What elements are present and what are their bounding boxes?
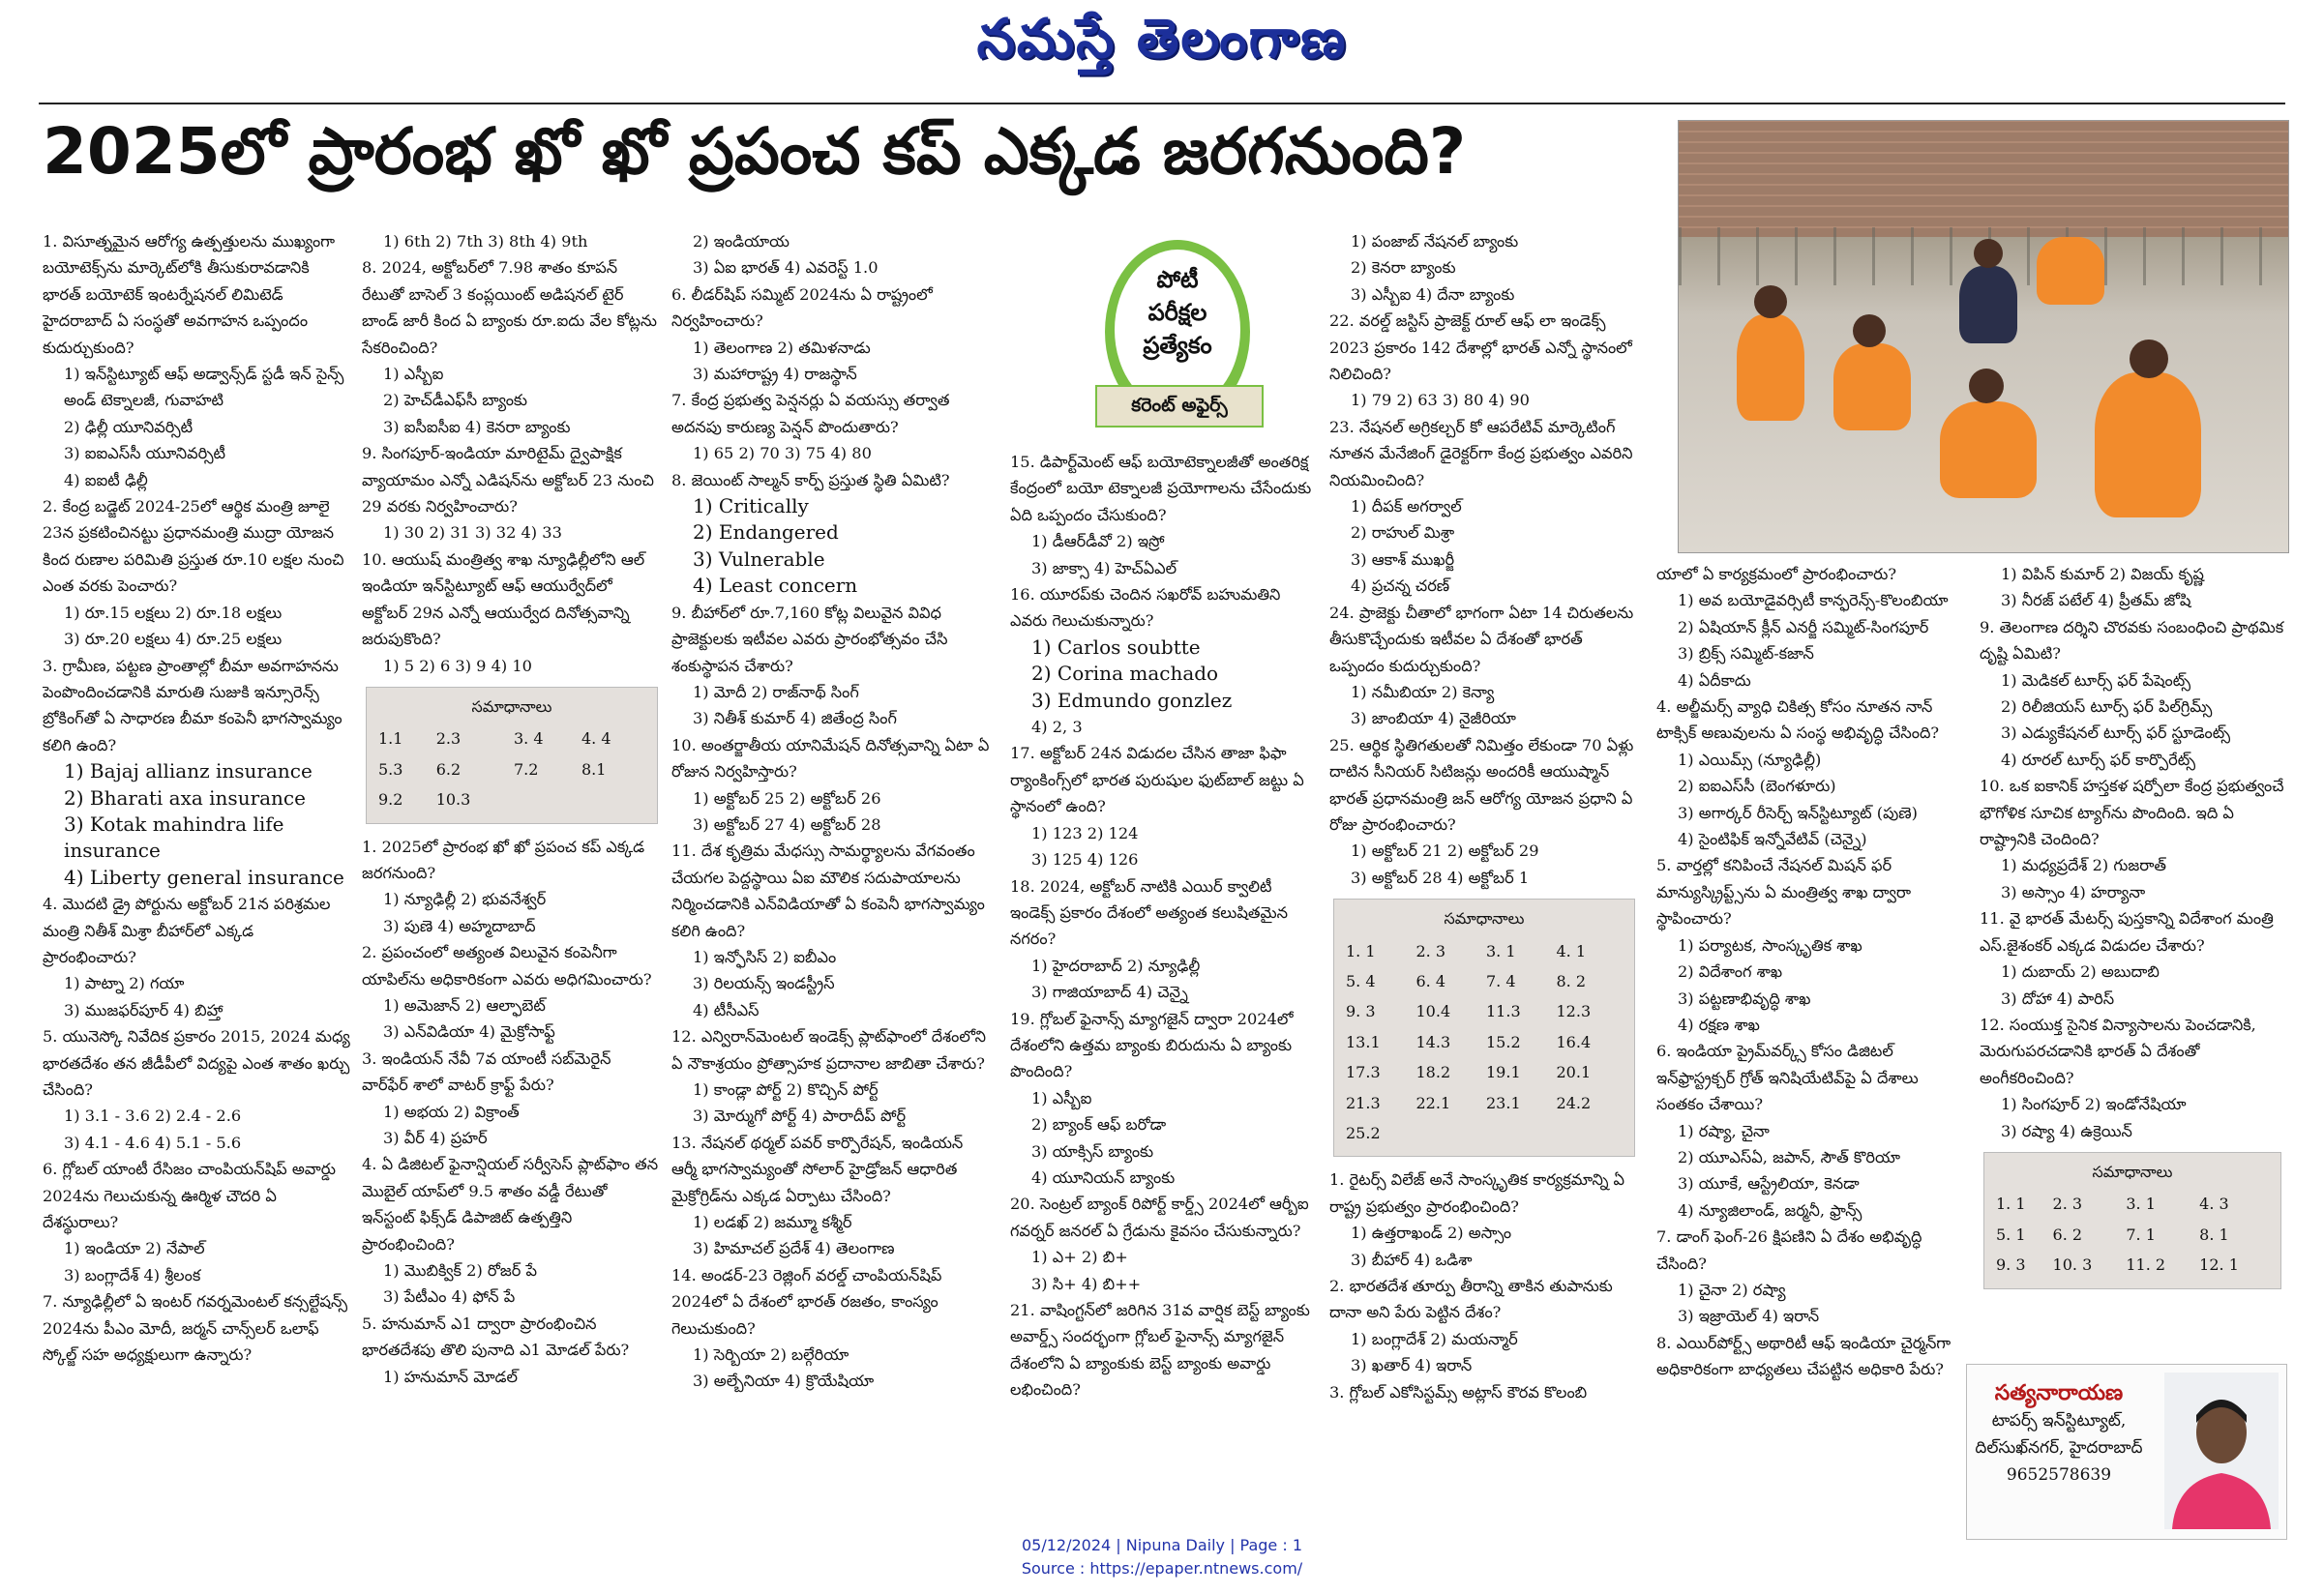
column-6 [1656,561,1966,1534]
answer-cell: 12.3 [1556,1002,1592,1021]
answer-cell: 10.4 [1415,1002,1451,1021]
answer-cell: 2. 3 [2052,1195,2083,1214]
footer-date-line: 05/12/2024 | Nipuna Daily | Page : 1 [1021,1536,1303,1554]
question: 5. యునెస్కో నివేదిక ప్రకారం 2015, 2024 మధ్య భారతదేశం తన జీడీపీలో విద్యపై ఎంత శాతం ఖర్చు చేసింది? [43,1027,350,1099]
question: 5. వార్తల్లో కనిపించే నేషనల్ మిషన్ ఫర్ మాన్యుస్క్రిప్ట్స్‌ను ఏ మంత్రిత్వ శాఖ ద్వారా స్థాపించారు? [1656,856,1912,929]
question: 6. ఇండియా ప్రైమ్‌వర్క్స్ కోసం డిజిటల్ ఇన్‌ఫ్రాస్ట్రక్చర్ గ్రోత్ ఇనిషియేటివ్‌పై ఏ దేశాలు సంతకం చేశాయి? [1656,1042,1919,1114]
answer-cell: 10.3 [435,790,471,810]
option: 3) ఆకాశ్ ముఖర్జీ [1351,549,1455,569]
question: 7. న్యూఢిల్లీలో ఏ ఇంటర్ గవర్నమెంటల్ కన్సల్టేషన్స్ 2024ను పీఎం మోదీ, జర్మన్ చాన్స్‌లర్ ఒలాఫ్ స్కోల్జ్ సహ అధ్యక్షులుగా ఉన్నారు? [43,1292,348,1365]
author-name: సత్యనారాయణ [1994,1381,2124,1405]
footer [0,1534,2324,1580]
question: 19. గ్లోబల్ ఫైనాన్స్ మ్యాగజైన్ ద్వారా 2024లో దేశంలోని ఉత్తమ బ్యాంకు బిరుదును ఏ బ్యాంకు పొందింది? [1010,1009,1294,1081]
answer-cell: 2. 3 [1415,941,1446,960]
option: 3) బంగ్లాదేశ్ 4) శ్రీలంక [64,1265,201,1284]
answer-cell: 20.1 [1556,1063,1592,1082]
answers-title: సమాధానాలు [2092,1162,2173,1181]
player-head [1969,369,2004,403]
answer-cell: 17.3 [1346,1063,1381,1082]
option: 2) రిలీజియస్ టూర్స్ ఫర్ పిల్‌గ్రిమ్స్ [2001,697,2213,717]
option: 2) బ్యాంక్ ఆఫ్ బరోడా [1031,1115,1167,1135]
option: 1) నమీబియా 2) కెన్యా [1351,682,1495,701]
answer-cell: 6. 2 [2052,1225,2083,1244]
option: 1) న్యూఢిల్లీ 2) భువనేశ్వర్ [383,890,547,909]
option: 4) Liberty general insurance [64,865,344,889]
question: 17. అక్టోబర్ 24న విడుదల చేసిన తాజా ఫిఫా ర్యాంకింగ్స్‌లో భారత పురుషుల ఫుట్‌బాల్ జట్టు ఏ స్థానంలో ఉంది? [1010,744,1304,816]
option: 3) హిమాచల్ ప్రదేశ్ 4) తెలంగాణ [693,1239,895,1258]
option: 3) ఖతార్ 4) ఇరాన్ [1351,1356,1473,1375]
option: 2) ఢిల్లీ యూనివర్సిటీ [64,417,194,436]
player-figure [2095,372,2201,517]
option: 1) ఎ+ 2) బి+ [1031,1248,1128,1267]
option: 1) పర్యాటక, సాంస్కృతిక శాఖ [1678,935,1862,955]
option: 1) Bajaj allianz insurance [64,759,313,783]
answer-cell: 1.1 [378,729,403,749]
option: 3) వీర్ 4) ప్రహర్ [383,1129,488,1147]
option: 4) రక్షణ శాఖ [1678,1015,1760,1034]
player-figure [1737,314,1804,421]
option: 3) ఎన్‌విడియా 4) మైక్రోసాఫ్ట్ [383,1022,555,1042]
answer-cell: 5. 1 [1996,1225,2026,1244]
option: 1) ఎయిమ్స్ (న్యూఢిల్లీ) [1678,750,1822,769]
question: 11. వై భారత్ మేటర్స్ పుస్తకాన్ని విదేశాంగ మంత్రి ఎస్.జైశంకర్ ఎక్కడ విడుదల చేశారు? [1980,909,2274,955]
badge-line3: ప్రత్యేకం [1143,332,1212,359]
option: 4) న్యూజిలాండ్, జర్మనీ, ఫ్రాన్స్ [1678,1200,1862,1220]
answer-cell: 15.2 [1486,1032,1521,1051]
option: 1) 5 2) 6 3) 9 4) 10 [383,656,532,675]
author-institute: టాపర్స్ ఇన్‌స్టిట్యూట్, [1991,1411,2127,1431]
option: 3) సి+ 4) బి++ [1031,1274,1142,1293]
question: 24. ప్రాజెక్టు చీతాలో భాగంగా ఏటా 14 చిరుతలను తీసుకొచ్చేందుకు ఇటీవల ఏ దేశంతో భారత్ ఒప్పందం కుదుర్చుకుంది? [1329,603,1634,675]
option: 4) 2, 3 [1031,718,1083,737]
column-4 [1010,449,1316,1534]
option: 1) సెర్బియా 2) బల్గేరియా [693,1345,849,1365]
player-figure [1959,266,2017,343]
question: 7. డాంగ్ ఫెంగ్-26 క్షిపణిని ఏ దేశం అభివృద్ధి చేసింది? [1656,1227,1922,1273]
option: 1) అక్టోబర్ 21 2) అక్టోబర్ 29 [1351,841,1539,861]
question: 2. భారతదేశ తూర్పు తీరాన్ని తాకిన తుపానుకు దానా అని పేరు పెట్టిన దేశం? [1329,1277,1613,1322]
question: 9. తెలంగాణ దర్శిని చొరవకు సంబంధించి ప్రాథమిక దృష్టి ఏమిటి? [1980,617,2284,664]
question: 11. దేశ కృత్రిమ మేధస్సు సామర్థ్యాలను వేగవంతం చేయగల పెద్దస్థాయి ఏఐ మౌలిక సదుపాయాలను నిర్మించడానికి ఎన్‌విడియాతో ఏ కంపెనీ భాగస్వామ్యం కలిగి ఉంది? [671,841,985,940]
badge-line2: పరీక్షల [1147,299,1207,326]
question: 13. నేషనల్ థర్మల్ పవర్ కార్పొరేషన్, ఇండియన్ ఆర్మీ భాగస్వామ్యంతో సోలార్ హైడ్రోజన్ ఆధారిత మైక్రోగ్రిడ్‌ను ఎక్కడ ఏర్పాటు చేసింది? [671,1133,964,1205]
player-figure [1940,401,2037,498]
answer-cell: 12. 1 [2199,1255,2239,1275]
option: 3) అగార్కర్ రీసెర్చ్ ఇన్‌స్టిట్యూట్ (పుణె) [1678,803,1918,822]
option: 3) అల్బేనియా 4) క్రొయేషియా [693,1372,875,1391]
question: యాలో ఏ కార్యక్రమంలో ప్రారంభించారు? [1656,565,1897,583]
question: 8. జెయింట్ సాల్మన్ కార్ప్ ప్రస్తుత స్థితి ఏమిటి? [671,470,950,489]
answer-cell: 3. 1 [1486,941,1516,960]
option: 1) Critically [693,494,809,518]
option: 3) గాజియాబాద్ 4) చెన్నై [1031,983,1188,1002]
option: 3) అక్టోబర్ 28 4) అక్టోబర్ 1 [1351,868,1530,887]
option: 4) రూరల్ టూర్స్ ఫర్ కార్పొరేట్స్ [2001,750,2196,769]
column-7 [1980,561,2285,1354]
option: 3) పట్టణాభివృద్ధి శాఖ [1678,989,1811,1008]
answer-cell: 7. 1 [2126,1225,2156,1244]
option: 3) 125 4) 126 [1031,850,1139,870]
option: 1) మెడికల్ టూర్స్ ఫర్ పేషెంట్స్ [2001,670,2191,690]
option: 2) Bharati axa insurance [64,785,306,810]
option: 3) Vulnerable [693,546,825,571]
option: 3) Kotak mahindra life insurance [64,812,284,863]
option: 1) హనుమాన్ మోడల్ [383,1367,518,1386]
answers-box [1333,899,1635,1157]
answer-cell: 9.2 [378,790,403,810]
kho-kho-photo [1678,120,2289,553]
column-1 [43,228,352,1534]
answers-box [366,687,658,824]
option: 3) నితీశ్ కుమార్ 4) జితేంద్ర సింగ్ [693,709,897,728]
option: 1) మోదీ 2) రాజ్‌నాథ్ సింగ్ [693,682,859,701]
author-portrait-icon [2164,1373,2279,1529]
answer-cell: 11. 2 [2126,1255,2166,1275]
answer-cell: 5.3 [378,759,403,779]
option: 4) యూనియన్ బ్యాంకు [1031,1167,1176,1187]
headline: 2025లో ప్రారంభ ఖో ఖో ప్రపంచ కప్ ఎక్కడ జరగనుంది? [43,114,1467,189]
option: 1) కాండ్లా పోర్ట్ 2) కొచ్చిన్ పోర్ట్ [693,1080,879,1099]
answer-cell: 7.2 [514,759,539,779]
option: 1) Carlos soubtte [1031,635,1201,659]
question: 15. డిపార్ట్‌మెంట్ ఆఫ్ బయోటెక్నాలజీతో అంతరిక్ష కేంద్రంలో బయో టెక్నాలజీ ప్రయోగాలను చేసేందుకు ఏది ఒప్పందం చేసుకుంది? [1010,453,1312,524]
answer-cell: 9. 3 [1346,1002,1376,1021]
option: 3) దోహా 4) పారిస్ [2001,989,2115,1008]
option: 4) Least concern [693,574,858,598]
answer-cell: 8.1 [581,759,607,779]
option: 1) ఎస్బీఐ [383,365,444,384]
answer-cell: 13.1 [1346,1032,1381,1051]
question: 6. గ్లోబల్ యాంటీ రేసిజం చాంపియన్‌షిప్ అవార్డు 2024ను గెలుచుకున్న ఊర్మిళ చౌదరి ఏ దేశస్థురాలు? [43,1160,336,1232]
question: 2. ప్రపంచంలో అత్యంత విలువైన కంపెనీగా యాపిల్‌ను అధికారికంగా ఎవరు అధిగమించారు? [362,943,652,989]
option: 4) ఐఐటీ ఢిల్లీ [64,470,148,489]
answer-cell: 23.1 [1486,1093,1521,1112]
option: 1) అక్టోబర్ 25 2) అక్టోబర్ 26 [693,788,881,808]
masthead: నమస్తే తెలంగాణ [976,8,1348,71]
author-photo [2164,1373,2279,1529]
player-figure [2037,237,2104,305]
answer-cell: 9. 3 [1996,1255,2026,1275]
answer-cell: 1. 1 [1346,941,1376,960]
answer-cell: 25.2 [1346,1124,1381,1142]
option: 1) 3.1 - 3.6 2) 2.4 - 2.6 [64,1107,242,1126]
question: 4. మొదటి డ్రై పోర్టును అక్టోబర్ 21న పరిశ్రమల మంత్రి నితీశ్ మిశ్రా బీహార్‌లో ఎక్కడ ప్రారంభించారు? [43,895,331,966]
option: 4) ప్రచన్న చరణ్ [1351,576,1450,596]
question: 18. 2024, అక్టోబర్ నాటికి ఎయిర్ క్వాలిటీ ఇండెక్స్ ప్రకారం దేశంలో అత్యంత కలుషితమైన నగరం? [1010,876,1288,949]
question: 23. నేషనల్ అగ్రికల్చర్ కో ఆపరేటివ్ మార్కెటింగ్ నూతన మేనేజింగ్ డైరెక్టర్‌గా కేంద్ర ప్రభుత్వం ఎవరిని నియమించింది? [1329,417,1633,489]
option: 1) అభయ 2) విక్రాంత్ [383,1102,520,1121]
option: 1) రూ.15 లక్షలు 2) రూ.18 లక్షలు [64,603,283,622]
question: 6. లీడర్‌షిప్ సమ్మిట్ 2024ను ఏ రాష్ట్రంలో నిర్వహించారు? [671,284,933,331]
badge-ribbon: కరెంట్ అఫైర్స్ [1095,385,1264,428]
answer-cell: 4. 3 [2199,1195,2229,1214]
answers-table [1344,936,1624,1149]
question: 10. ఒక ఐకానిక్ హస్తకళ షర్పోలా కేంద్ర ప్రభుత్వంచే భౌగోళిక సూచిక ట్యాగ్‌ను పొందింది. ఇది ఏ రాష్ట్రానికి చెందింది? [1980,777,2284,849]
question: 4. ఏ డిజిటల్ ఫైనాన్షియల్ సర్వీసెస్ ప్లాట్‌ఫాం తన మొబైల్ యాప్‌లో 9.5 శాతం వడ్డీ రేటుతో ఇన్‌స్టంట్ ఫిక్స్‌డ్ డిపాజిట్ ఉత్పత్తిని ప్రారంభించింది? [362,1155,659,1254]
answers-title: సమాధానాలు [471,696,552,716]
column-5 [1329,228,1639,1534]
answer-cell: 8. 2 [1556,971,1587,990]
option: 3) జాక్సా 4) హెచ్ఏఎల్ [1031,558,1177,577]
option: 2) రాహుల్ మిశ్రా [1351,523,1455,543]
option: 1) 123 2) 124 [1031,823,1139,842]
answer-cell: 14.3 [1415,1032,1451,1051]
option: 3) పుణె 4) అహ్మదాబాద్ [383,916,536,935]
question: 12. సంయుక్త సైనిక విన్యాసాలను పెంచడానికి, మెరుగుపరచడానికి భారత్ ఏ దేశంతో అంగీకరించింది? [1980,1015,2256,1087]
option: 3) జాంబియా 4) నైజీరియా [1351,709,1516,728]
question: 1. విసూత్నమైన ఆరోగ్య ఉత్పత్తులను ముఖ్యంగా బయోటెక్స్‌ను మార్కెట్‌లోకి తీసుకురావడానికి భారత్ బయోటెక్ ఇంటర్నేషనల్ లిమిటెడ్ హైదరాబాద్ ఏ సంస్థతో అవగాహన ఒప్పందం కుదుర్చుకుంది? [43,232,336,357]
question: 22. వరల్డ్ జస్టిస్ ప్రాజెక్ట్ రూల్ ఆఫ్ లా ఇండెక్స్ 2023 ప్రకారం 142 దేశాల్లో భారత్ ఎన్నో స్థానంలో నిలిచింది? [1329,311,1632,384]
option: 1) అమెజాన్ 2) ఆల్ఫాబెట్ [383,995,546,1015]
option: 1) మొబిక్విక్ 2) రోజర్ పే [383,1261,537,1281]
answer-cell: 7. 4 [1486,971,1516,990]
option: 2) ఇండియాయ [693,232,790,251]
answer-cell: 2.3 [435,729,462,749]
option: 2) హెచ్‌డీఎఫ్‌సీ బ్యాంకు [383,391,527,410]
option: 1) పంజాబ్ నేషనల్ బ్యాంకు [1351,232,1519,251]
option: 1) చైనా 2) రష్యా [1678,1280,1786,1299]
answer-cell: 24.2 [1556,1093,1592,1112]
option: 3) ఇజ్రాయెల్ 4) ఇరాన్ [1678,1307,1820,1326]
author-phone: 9652578639 [2006,1465,2112,1485]
question: 8. ఎయిర్‌పోర్ట్స్ అథారిటీ ఆఫ్ ఇండియా చైర్మన్‌గా అధికారికంగా బాధ్యతలు చేపట్టిన అధికారి పేరు? [1656,1333,1952,1379]
option: 1) సింగపూర్ 2) ఇండోనేషియా [2001,1095,2187,1114]
player-head [1974,239,2003,268]
option: 3) బ్రిక్స్ సమ్మిట్-కజాన్ [1678,644,1814,664]
option: 3) పేటీఎం 4) ఫోన్ పే [383,1287,516,1307]
option: 3) మోర్ముగో పోర్ట్ 4) పారాదీప్ పోర్ట్ [693,1107,907,1126]
option: 1) బంగ్లాదేశ్ 2) మయన్మార్ [1351,1329,1518,1348]
answer-cell: 22.1 [1415,1093,1451,1112]
question: 10. ఆయుష్ మంత్రిత్వ శాఖ న్యూఢిల్లీలోని ఆల్ ఇండియా ఇన్‌స్టిట్యూట్ ఆఫ్ ఆయుర్వేద్‌లో అక్టోబర్ 29న ఎన్నో ఆయుర్వేద దినోత్సవాన్ని జరుపుకొంది? [362,549,645,649]
masthead-rule [39,103,2285,104]
answer-cell: 21.3 [1346,1093,1381,1112]
option: 3) ముజఫర్‌పూర్ 4) బిహ్తా [64,1000,223,1019]
player-head [1754,285,1787,318]
option: 1) రష్యా, చైనా [1678,1121,1770,1140]
answer-cell: 10. 3 [2052,1255,2093,1275]
option: 2) Corina machado [1031,662,1219,686]
column-2 [362,228,662,1534]
option: 4) టీసీఎస్ [693,1000,760,1019]
option: 1) ఇన్‌స్టిట్యూట్ ఆఫ్ అడ్వాన్స్‌డ్ స్టడీ ఇన్ సైన్స్ అండ్ టెక్నాలజీ, గువాహటి [64,365,344,410]
badge-line1: పోటీ [1156,266,1199,293]
answer-cell: 5. 4 [1346,971,1376,990]
option: 1) మధ్యప్రదేశ్ 2) గుజరాత్ [2001,856,2166,875]
answer-cell: 4. 1 [1556,941,1587,960]
question: 4. అల్జీమర్స్ వ్యాధి చికిత్స కోసం నూతన నాన్ టాక్సిక్ అణువులను ఏ సంస్థ అభివృద్ధి చేసింది? [1656,697,1940,743]
option: 2) కెనరా బ్యాంకు [1351,258,1456,278]
question: 9. బీహార్‌లో రూ.7,160 కోట్ల విలువైన వివిధ ప్రాజెక్టులకు ఇటీవల ఎవరు ప్రారంభోత్సవం చేసి శంకుస్థాపన చేశారు? [671,603,948,675]
answer-cell: 6.2 [435,759,462,779]
player-figure [1833,343,1911,430]
question: 3. ఇండియన్ నేవీ 7వ యాంటీ సబ్‌మెరైన్ వార్‌ఫేర్ శాలో వాటర్ క్రాఫ్ట్ పేరు? [362,1048,611,1095]
option: 3) మహారాష్ట్ర 4) రాజస్థాన్ [693,365,857,384]
question: 16. యూరప్‌కు చెందిన సఖరోవ్ బహుమతిని ఎవరు గెలుచుకున్నారు? [1010,585,1281,631]
answers-box [1983,1152,2281,1289]
option: 1) అవ బయోడైవర్సిటీ కాన్ఫరెన్స్-కొలంబియా [1678,591,1949,610]
answer-cell: 8. 1 [2199,1225,2229,1244]
footer-source-line: Source : https://epaper.ntnews.com/ [1021,1559,1303,1578]
question: 9. సింగపూర్-ఇండియా మారిటైమ్ ద్వైపాక్షిక వ్యాయామం ఎన్నో ఎడిషన్‌ను అక్టోబర్ 23 నుంచి 29 వరకు నిర్వహించారు? [362,444,654,517]
option: 3) అస్సాం 4) హర్యానా [2001,882,2146,901]
option: 4) ఏదీకాదు [1678,670,1751,690]
answer-cell: 19.1 [1486,1063,1521,1082]
question: 8. 2024, అక్టోబర్‌లో 7.98 శాతం కూపన్ రేటుతో బాసెల్ 3 కంప్లయింట్ అడిషనల్ టైర్ బాండ్ జారీ కింద ఏ బ్యాంకు రూ.ఐదు వేల కోట్లను సేకరించింది? [362,258,657,357]
option: 1) దుబాయ్ 2) అబుదాబి [2001,962,2160,982]
option: 1) ఇన్ఫోసిస్ 2) ఐబీఎం [693,947,837,966]
option: 1) ఇండియా 2) నేపాల్ [64,1239,205,1258]
option: 1) ఎస్బీఐ [1031,1088,1092,1107]
option: 1) 30 2) 31 3) 32 4) 33 [383,523,562,543]
option: 4) సైంటిఫిక్ ఇన్నోవేటివ్ (చెన్నై) [1678,830,1867,849]
option: 1) దీపక్ అగర్వాల్ [1351,497,1462,517]
answer-cell: 6. 4 [1415,971,1446,990]
answers-table [1994,1189,2271,1280]
answer-cell: 18.2 [1415,1063,1451,1082]
option: 3) ఎస్బీఐ 4) దేనా బ్యాంకు [1351,284,1515,304]
exam-badge [1105,240,1250,443]
option: 2) విదేశాంగ శాఖ [1678,962,1783,982]
answer-cell: 3. 1 [2126,1195,2156,1214]
option: 3) నీరజ్ పటేల్ 4) ప్రీతమ్ జోషి [2001,591,2191,610]
player-head [1853,314,1886,347]
question: 25. ఆర్థిక స్థితిగతులతో నిమిత్తం లేకుండా 70 ఏళ్లు దాటిన సీనియర్ సిటిజన్లు అందరికీ ఆయుష్మాన్ భారత్ ప్రధానమంత్రి జన్ ఆరోగ్య యోజన ప్రధాని ఏ రోజు ప్రారంభించారు? [1329,735,1634,834]
option: 1) ఉత్తరాఖండ్ 2) అస్సాం [1351,1224,1512,1243]
option: 1) విపిన్ కుమార్ 2) విజయ్ కృష్ణ [2001,565,2204,583]
column-3 [671,228,991,1534]
option: 3) ఏఐ భారత్ 4) ఎవరెస్ట్ 1.0 [693,258,879,278]
option: 3) ఎడ్యుకేషనల్ టూర్స్ ఫర్ స్టూడెంట్స్ [2001,723,2231,743]
option: 3) యూకే, ఆస్ట్రేలియా, కెనడా [1678,1174,1860,1194]
answer-cell: 11.3 [1486,1002,1521,1021]
option: 3) యాక్సిస్ బ్యాంకు [1031,1141,1154,1161]
author-text [1967,1380,2151,1489]
option: 2) Endangered [693,520,839,545]
question: 20. సెంట్రల్ బ్యాంక్ రిపోర్ట్ కార్డ్స్ 2024లో ఆర్బీఐ గవర్నర్ జనరల్ ఏ గ్రేడును కైవసం చేసుకున్నారు? [1010,1195,1309,1240]
option: 3) బీహార్ 4) ఒడిశా [1351,1250,1473,1269]
option: 3) ఐసీఐసీఐ 4) కెనరా బ్యాంకు [383,417,571,436]
question: 1. 2025లో ప్రారంభ ఖో ఖో ప్రపంచ కప్ ఎక్కడ జరగనుంది? [362,837,645,882]
question: 3. గ్లోబల్ ఎకోసిస్టమ్స్ అట్లాస్ కౌరవ కొలంబి [1329,1382,1588,1402]
option: 1) లడఖ్ 2) జమ్మూ కశ్మీర్ [693,1213,852,1232]
option: 1) 79 2) 63 3) 80 4) 90 [1351,391,1530,410]
option: 3) Edmundo gonzlez [1031,688,1233,712]
question: 21. వాషింగ్టన్‌లో జరిగిన 31వ వార్షిక బెస్ట్ బ్యాంకు అవార్డ్స్ సందర్భంగా గ్లోబల్ ఫైనాన్స్ మ్యాగజైన్ దేశంలోని ఏ బ్యాంకుకు బెస్ట్ బ్యాంకు అవార్డు లభించింది? [1010,1301,1310,1400]
option: 3) ఐఐఎస్‌సీ యూనివర్సిటీ [64,444,226,463]
question: 12. ఎన్విరాన్‌మెంటల్ ఇండెక్స్ ప్లాట్‌ఫాంలో దేశంలోని ఏ నౌకాశ్రయం ప్రోత్సాహక ప్రదానాల జాబితా చేశారు? [671,1027,986,1073]
option: 1) 6th 2) 7th 3) 8th 4) 9th [383,232,588,251]
photo-wall [1679,121,2288,237]
answer-cell: 3. 4 [514,729,544,749]
question: 10. అంతర్జాతీయ యానిమేషన్ దినోత్సవాన్ని ఏటా ఏ రోజున నిర్వహిస్తారు? [671,735,990,782]
option: 3) అక్టోబర్ 27 4) అక్టోబర్ 28 [693,814,881,834]
option: 1) హైదరాబాద్ 2) న్యూఢిల్లీ [1031,956,1201,975]
option: 1) పాట్నా 2) గయా [64,974,185,993]
author-box [1966,1364,2287,1540]
question: 5. హనుమాన్ ఎ1 ద్వారా ప్రారంభించిన భారతదేశపు తొలి పునాది ఎ1 మోడల్ పేరు? [362,1314,630,1360]
option: 3) రూ.20 లక్షలు 4) రూ.25 లక్షలు [64,630,283,649]
answers-title: సమాధానాలు [1444,909,1525,929]
question: 14. అండర్-23 రెజ్లింగ్ వరల్డ్ చాంపియన్‌షిప్ 2024లో ఏ దేశంలో భారత్ రజతం, కాంస్యం గెలుచుకుంది? [671,1265,942,1338]
answer-cell: 4. 4 [581,729,611,749]
option: 2) ఐఐఎస్‌సీ (బెంగళూరు) [1678,777,1836,796]
question: 1. రైటర్స్ విలేజ్ అనే సాంస్కృతిక కార్యక్రమాన్ని ఏ రాష్ట్ర ప్రభుత్వం ప్రారంభించింది? [1329,1170,1625,1216]
option: 2) ఏషియాన్ క్లీన్ ఎనర్జీ సమ్మిట్-సింగపూర్ [1678,617,1929,636]
answers-table [376,723,647,814]
question: 3. గ్రామీణ, పట్టణ ప్రాంతాల్లో బీమా అవగాహనను పెంపొందించడానికి మారుతి సుజుకి ఇన్సూరెన్స్ బ్రోకింగ్‌తో ఏ సాధారణ బీమా కంపెనీ భాగస్వామ్యం కలిగి ఉంది? [43,656,343,754]
option: 3) 4.1 - 4.6 4) 5.1 - 5.6 [64,1133,242,1152]
option: 2) యూఎస్ఏ, జపాన్, సౌత్ కొరియా [1678,1147,1900,1166]
author-location: దిల్‌సుఖ్‌నగర్, హైదరాబాద్ [1975,1438,2143,1458]
answer-cell: 1. 1 [1996,1195,2026,1214]
option: 1) 65 2) 70 3) 75 4) 80 [693,444,872,463]
question: 7. కేంద్ర ప్రభుత్వ పెన్షనర్లు ఏ వయస్సు తర్వాత అదనపు కారుణ్య పెన్షన్ పొందుతారు? [671,391,950,436]
question: 2. కేంద్ర బడ్జెట్ 2024-25లో ఆర్థిక మంత్రి జూలై 23న ప్రకటించినట్టు ప్రధానమంత్రి ముద్రా యోజన కింద రుణాల పరిమితి ప్రస్తుత రూ.10 లక్షల నుంచి ఎంత వరకు పెంచారు? [43,497,344,596]
option: 1) డీఆర్‌డీవో 2) ఇస్రో [1031,532,1165,551]
option: 1) తెలంగాణ 2) తమిళనాడు [693,338,871,357]
answer-cell: 16.4 [1556,1032,1592,1051]
option: 3) రిలయన్స్ ఇండస్ట్రీస్ [693,974,835,993]
player-head [2130,339,2168,378]
option: 3) రష్యా 4) ఉక్రెయిన్ [2001,1121,2132,1140]
